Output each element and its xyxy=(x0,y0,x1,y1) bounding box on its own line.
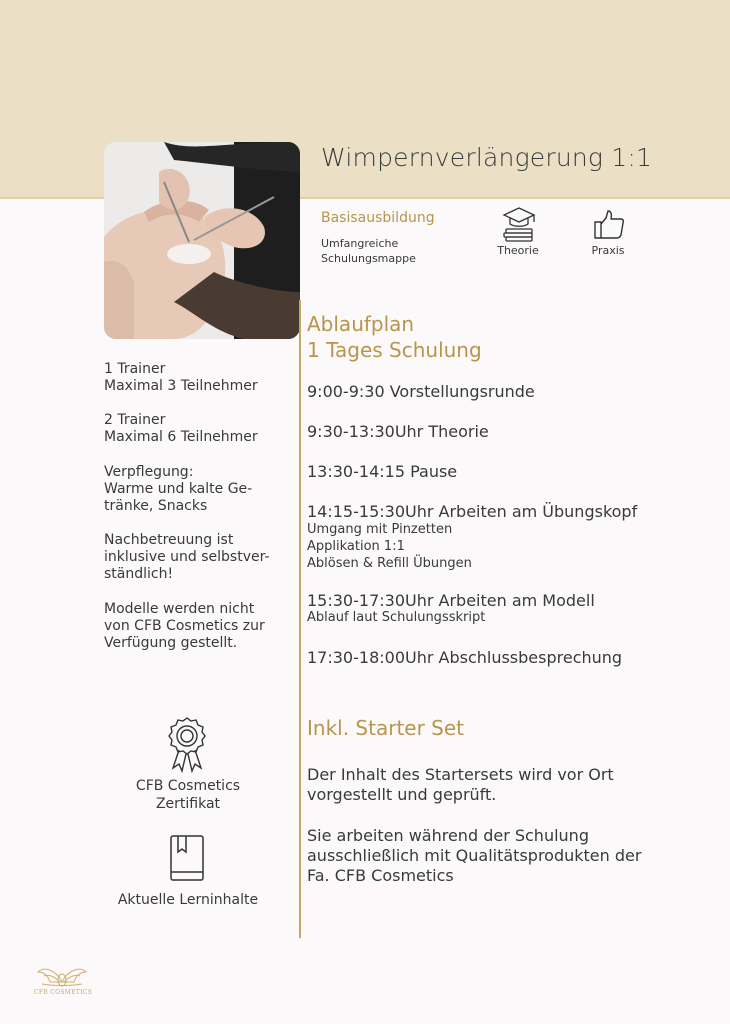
schedule-item: 9:30-13:30Uhr Theorie xyxy=(307,422,489,441)
thumbs-up-icon xyxy=(592,208,626,242)
training-material-note: Umfangreiche Schulungsmappe xyxy=(321,237,416,265)
schedule-subitem: Ablösen & Refill Übungen xyxy=(307,556,472,571)
info-block xyxy=(104,601,289,652)
logo-text: CFB COSMETICS xyxy=(34,989,93,996)
starter-set-text-2: Sie arbeiten während der Schulung ausschließlich mit Qualitätsprodukten der Fa. CFB Cosmetics xyxy=(307,826,642,885)
lash-training-photo xyxy=(104,142,300,339)
info-line: 1 Trainer xyxy=(104,361,166,377)
certificate-label: CFB Cosmetics xyxy=(135,778,241,794)
schedule-subheading: 1 Tages Schulung xyxy=(307,338,482,362)
starter-set-heading: Inkl. Starter Set xyxy=(307,716,465,740)
certificate-label-2: Zertifikat xyxy=(155,796,221,812)
vertical-divider xyxy=(299,300,301,938)
info-line: tränke, Snacks xyxy=(104,498,208,514)
info-block xyxy=(104,412,289,446)
info-line: Maximal 6 Teilnehmer xyxy=(104,429,258,445)
certificate-icon xyxy=(167,716,207,774)
info-line: Nachbetreuung ist xyxy=(104,532,234,548)
schedule-subitem: Ablauf laut Schulungsskript xyxy=(307,610,486,625)
schedule-item: 17:30-18:00Uhr Abschlussbesprechung xyxy=(307,648,623,667)
cfb-logo xyxy=(36,962,88,992)
info-block xyxy=(104,361,289,395)
theory-label: Theorie xyxy=(497,244,539,257)
schedule-item: 13:30-14:15 Pause xyxy=(307,462,458,481)
starter-set-text-1: Der Inhalt des Startersets wird vor Ort vorgestellt und geprüft. xyxy=(307,765,614,804)
schedule-item: 9:00-9:30 Vorstellungsrunde xyxy=(307,382,535,401)
info-line: Verfügung gestellt. xyxy=(104,635,238,651)
info-block xyxy=(104,464,289,515)
page-title: Wimpernverlängerung 1:1 xyxy=(321,143,653,172)
info-block xyxy=(104,532,289,583)
info-line: 2 Trainer xyxy=(104,412,166,428)
schedule-item: 14:15-15:30Uhr Arbeiten am Übungskopf xyxy=(307,502,638,521)
schedule-subitem: Applikation 1:1 xyxy=(307,539,405,554)
info-line: ständlich! xyxy=(104,566,174,582)
info-line: Maximal 3 Teilnehmer xyxy=(104,378,258,394)
info-line: Warme und kalte Ge- xyxy=(104,481,253,497)
learning-label: Aktuelle Lerninhalte xyxy=(117,892,259,908)
info-line: von CFB Cosmetics zur xyxy=(104,618,265,634)
schedule-heading: Ablaufplan xyxy=(307,312,415,336)
schedule-item: 15:30-17:30Uhr Arbeiten am Modell xyxy=(307,591,595,610)
info-line: Modelle werden nicht xyxy=(104,601,255,617)
graduation-books-icon xyxy=(500,205,538,245)
schedule-subitem: Umgang mit Pinzetten xyxy=(307,522,453,537)
training-level: Basisausbildung xyxy=(321,210,435,226)
info-line: Verpflegung: xyxy=(104,464,194,480)
practice-label: Praxis xyxy=(591,244,625,257)
book-icon xyxy=(168,834,206,882)
info-line: inklusive und selbstver- xyxy=(104,549,270,565)
